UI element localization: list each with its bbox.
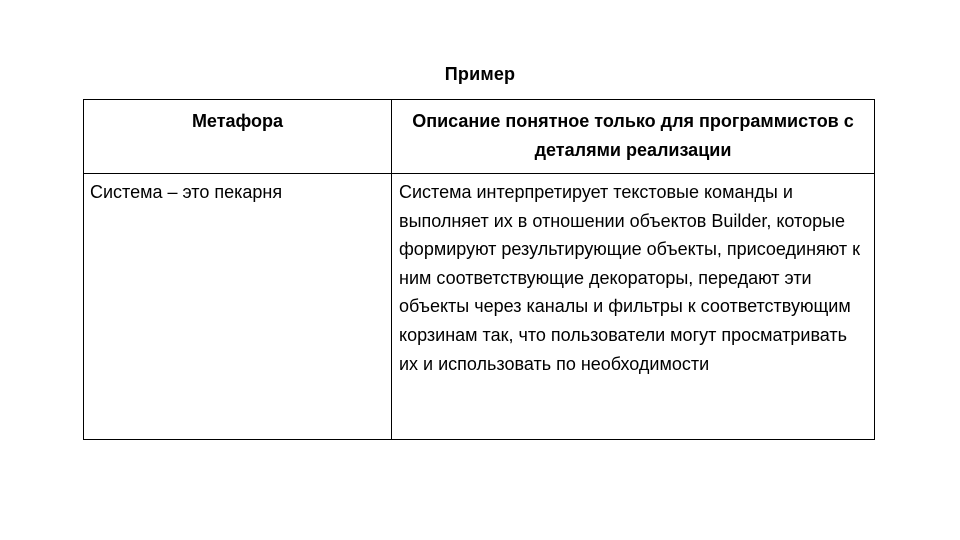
- comparison-table: [83, 99, 875, 440]
- table-row: [84, 174, 875, 440]
- slide-title: Пример: [444, 64, 516, 84]
- cell-description: Система интерпретирует текстовые команды и выполняет их в отношении объектов Builder, которые формируют результирующие объекты, присоединяют к ним соответствующие декораторы, передают эти объекты через каналы и фильтры к соответствующим корзинам так, что пользователи могут просматривать их и использовать по необходимости: [392, 174, 875, 440]
- table-header-row: [84, 100, 875, 174]
- header-metaphor: Метафора: [84, 100, 392, 174]
- header-description: Описание понятное только для программистов с деталями реализации: [392, 100, 875, 174]
- cell-metaphor: Система – это пекарня: [84, 174, 392, 440]
